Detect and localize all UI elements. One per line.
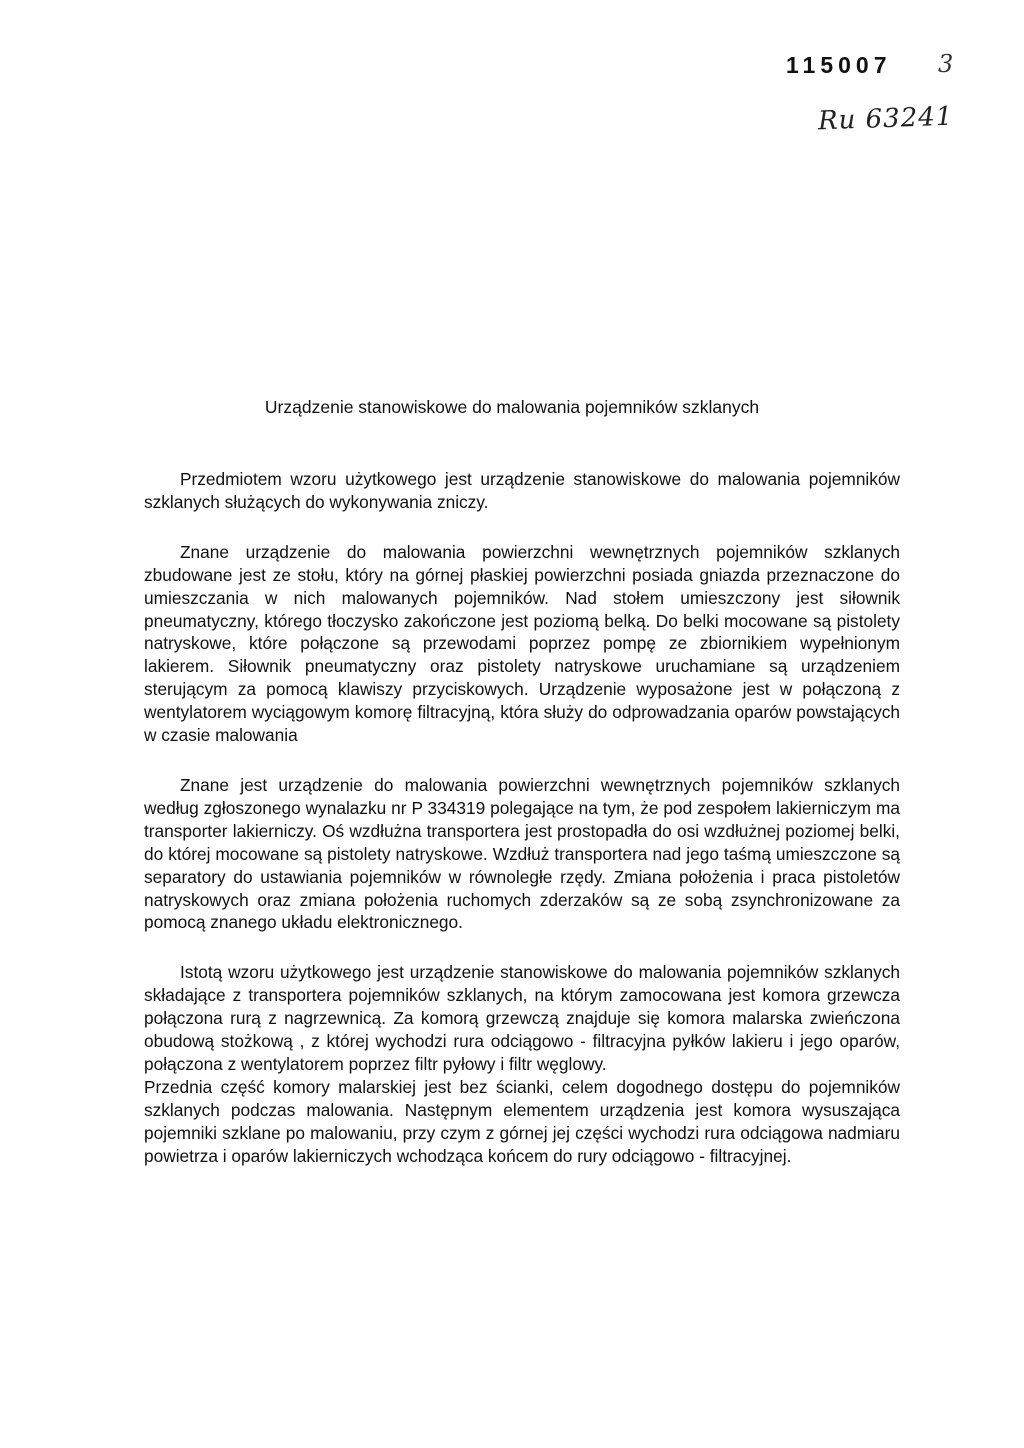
document-title: Urządzenie stanowiskowe do malowania pojemników szklanych <box>264 397 760 417</box>
page-number-mark: 3 <box>938 50 954 78</box>
handwritten-reference: Ru 63241 <box>817 101 954 137</box>
paragraph-subject: Przedmiotem wzoru użytkowego jest urządzenie stanowiskowe do malowania pojemników szklanych służących do wykonywania zniczy. <box>144 469 900 512</box>
paragraph-prior-art-1: Znane urządzenie do malowania powierzchni wewnętrznych pojemników szklanych zbudowane jest ze stołu, który na górnej płaskiej powierzchni posiada gniazda przeznaczone do umieszczania w nich malowanych pojemników. Nad stołem umieszczony jest siłownik pneumatyczny, którego tłoczysko zakończone jest poziomą belką. Do belki mocowane są pistolety natryskowe, które połączone są przewodami poprzez pompę ze zbiornikiem wypełnionym lakierem. Siłownik pneumatyczny oraz pistolety natryskowe uruchamiane są urządzeniem sterującym za pomocą klawiszy przyciskowych. Urządzenie wyposażone jest w połączoną z wentylatorem wyciągowym komorę filtracyjną, która służy do odprowadzania oparów powstających w czasie malowania <box>144 541 900 746</box>
document-number: 115007 <box>786 52 892 78</box>
document-body <box>144 468 900 1167</box>
paragraph-prior-art-2: Znane jest urządzenie do malowania powierzchni wewnętrznych pojemników szklanych według zgłoszonego wynalazku nr P 334319 polegające na tym, że pod zespołem lakierniczym ma transporter lakierniczy. Oś wzdłużna transportera jest prostopadła do osi wzdłużnej poziomej belki, do której mocowane są pistolety natryskowe. Wzdłuż transportera nad jego taśmą umieszczone są separatory do ustawiania pojemników w równoległe rzędy. Zmiana położenia i praca pistoletów natryskowych oraz zmiana położenia ruchomych zderzaków są ze sobą zsynchronizowane za pomocą znanego układu elektronicznego. <box>144 774 900 933</box>
paragraph-essence: Istotą wzoru użytkowego jest urządzenie stanowiskowe do malowania pojemników szklanych składające z transportera pojemników szklanych, na którym zamocowana jest komora grzewcza połączona rurą z nagrzewnicą. Za komorą grzewczą znajduje się komora malarska zwieńczona obudową stożkową , z której wychodzi rura odciągowo - filtracyjna pyłków lakieru i jego oparów, połączona z wentylatorem poprzez filtr pyłowy i filtr węglowy. <box>144 962 900 1074</box>
paragraph-details: Przednia część komory malarskiej jest bez ścianki, celem dogodnego dostępu do pojemników szklanych podczas malowania. Następnym elementem urządzenia jest komora wysuszająca pojemniki szklane po malowaniu, przy czym z górnej jej części wychodzi rura odciągowa nadmiaru powietrza i oparów lakierniczych wchodząca końcem do rury odciągowo - filtracyjnej. <box>144 1076 900 1166</box>
